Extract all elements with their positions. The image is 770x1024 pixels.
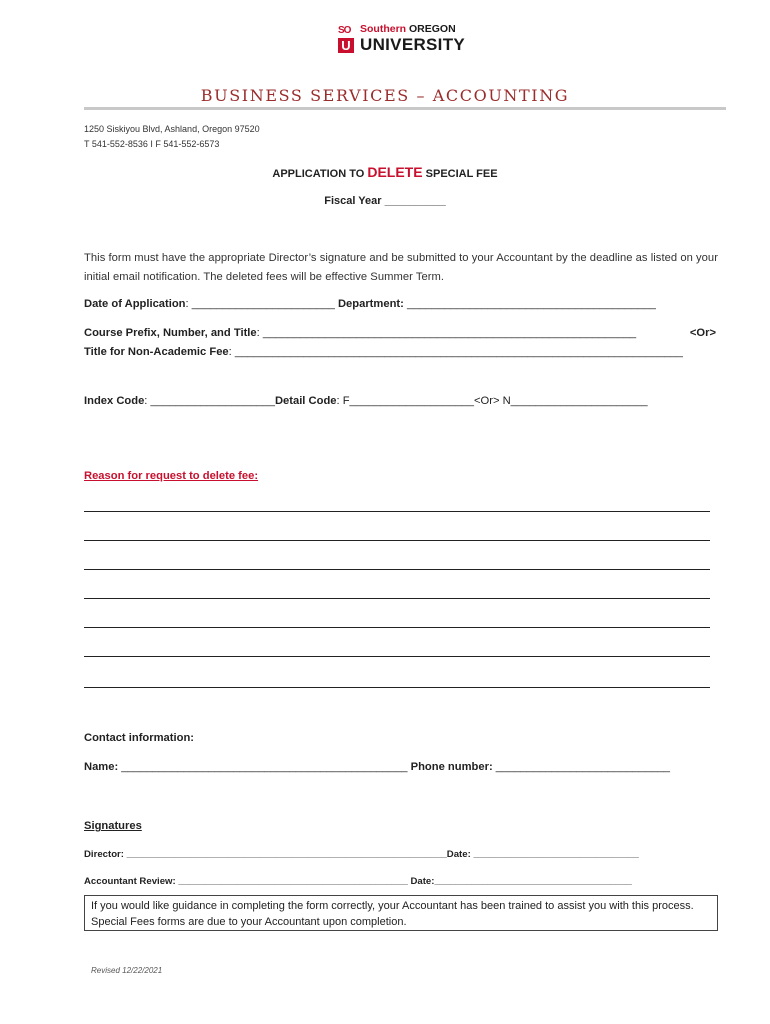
reason-line[interactable] (84, 687, 710, 688)
course-field[interactable]: : ____________________________________________________________ (256, 327, 637, 339)
director-signature-field[interactable]: ____________________________________________________________Date: _______________________________ (123, 849, 639, 860)
director-label: Director: (84, 849, 124, 860)
director-row (84, 849, 714, 860)
reason-line[interactable] (84, 598, 710, 599)
or-text: <Or> (687, 327, 716, 339)
reason-label: Reason for request to delete fee: (84, 470, 259, 482)
index-detail-row (84, 395, 716, 407)
form-title-suffix: SPECIAL FEE (425, 168, 498, 180)
logo-mark-top: SO (338, 25, 351, 36)
signatures-label: Signatures (84, 820, 142, 832)
logo-southern: Southern (360, 23, 407, 35)
fiscal-year-field[interactable]: Fiscal Year __________ (324, 195, 446, 207)
header-divider (84, 107, 726, 110)
revised-date: Revised 12/22/2021 (91, 966, 163, 975)
index-label: Index Code (84, 395, 145, 407)
reason-line[interactable] (84, 511, 710, 512)
logo-mark-bottom: U (338, 38, 354, 53)
nonacademic-field[interactable]: : ________________________________________________________________________ (228, 346, 683, 358)
accountant-signature-field[interactable]: ___________________________________________ Date:_____________________________________ (175, 876, 632, 887)
reason-line[interactable] (84, 540, 710, 541)
sou-mark-icon (338, 25, 356, 53)
phone-field[interactable]: ____________________________ (492, 761, 671, 773)
instructions-paragraph: This form must have the appropriate Director’s signature and be submitted to your Accountant by the deadline as listed on your initial email notification. The deleted fees will be effective Summer Term. (84, 252, 718, 283)
course-label: Course Prefix, Number, and Title (84, 327, 257, 339)
detail-field[interactable]: : F____________________<Or> N______________________ (336, 395, 648, 407)
contact-label: Contact information: (84, 732, 195, 744)
logo-wordmark (360, 23, 465, 55)
department-title: BUSINESS SERVICES – ACCOUNTING (200, 86, 570, 105)
logo-oregon: OREGON (409, 23, 456, 35)
name-field[interactable]: ______________________________________________ (118, 761, 408, 773)
name-phone-row (84, 761, 716, 773)
nonacademic-label: Title for Non-Academic Fee (84, 346, 229, 358)
address-line: 1250 Siskiyou Blvd, Ashland, Oregon 97520 (84, 124, 260, 134)
guidance-notice: If you would like guidance in completing the form correctly, your Accountant has been trained to assist you with this process. Special Fees forms are due to your Accountant upon completion. (84, 895, 718, 931)
date-department-row (84, 298, 716, 310)
reason-line[interactable] (84, 569, 710, 570)
department-label: Department: (337, 298, 404, 310)
accountant-row (84, 876, 714, 887)
form-title-emphasis: DELETE (367, 164, 423, 180)
phone-fax-line: T 541-552-8536 I F 541-552-6573 (84, 139, 220, 149)
date-field[interactable]: : _______________________ (185, 298, 335, 310)
reason-line[interactable] (84, 627, 710, 628)
form-title-prefix: APPLICATION TO (272, 168, 365, 180)
reason-line[interactable] (84, 656, 710, 657)
detail-label: Detail Code (274, 395, 337, 407)
date-label: Date of Application (84, 298, 186, 310)
phone-label: Phone number: (410, 761, 493, 773)
form-title (0, 164, 770, 180)
name-label: Name: (84, 761, 119, 773)
logo-university: UNIVERSITY (360, 35, 466, 54)
department-field[interactable]: ________________________________________ (403, 298, 656, 310)
university-logo (338, 24, 465, 54)
nonacademic-row (84, 346, 716, 358)
index-field[interactable]: : ____________________ (144, 395, 275, 407)
accountant-label: Accountant Review: (84, 876, 176, 887)
course-row (84, 327, 716, 339)
